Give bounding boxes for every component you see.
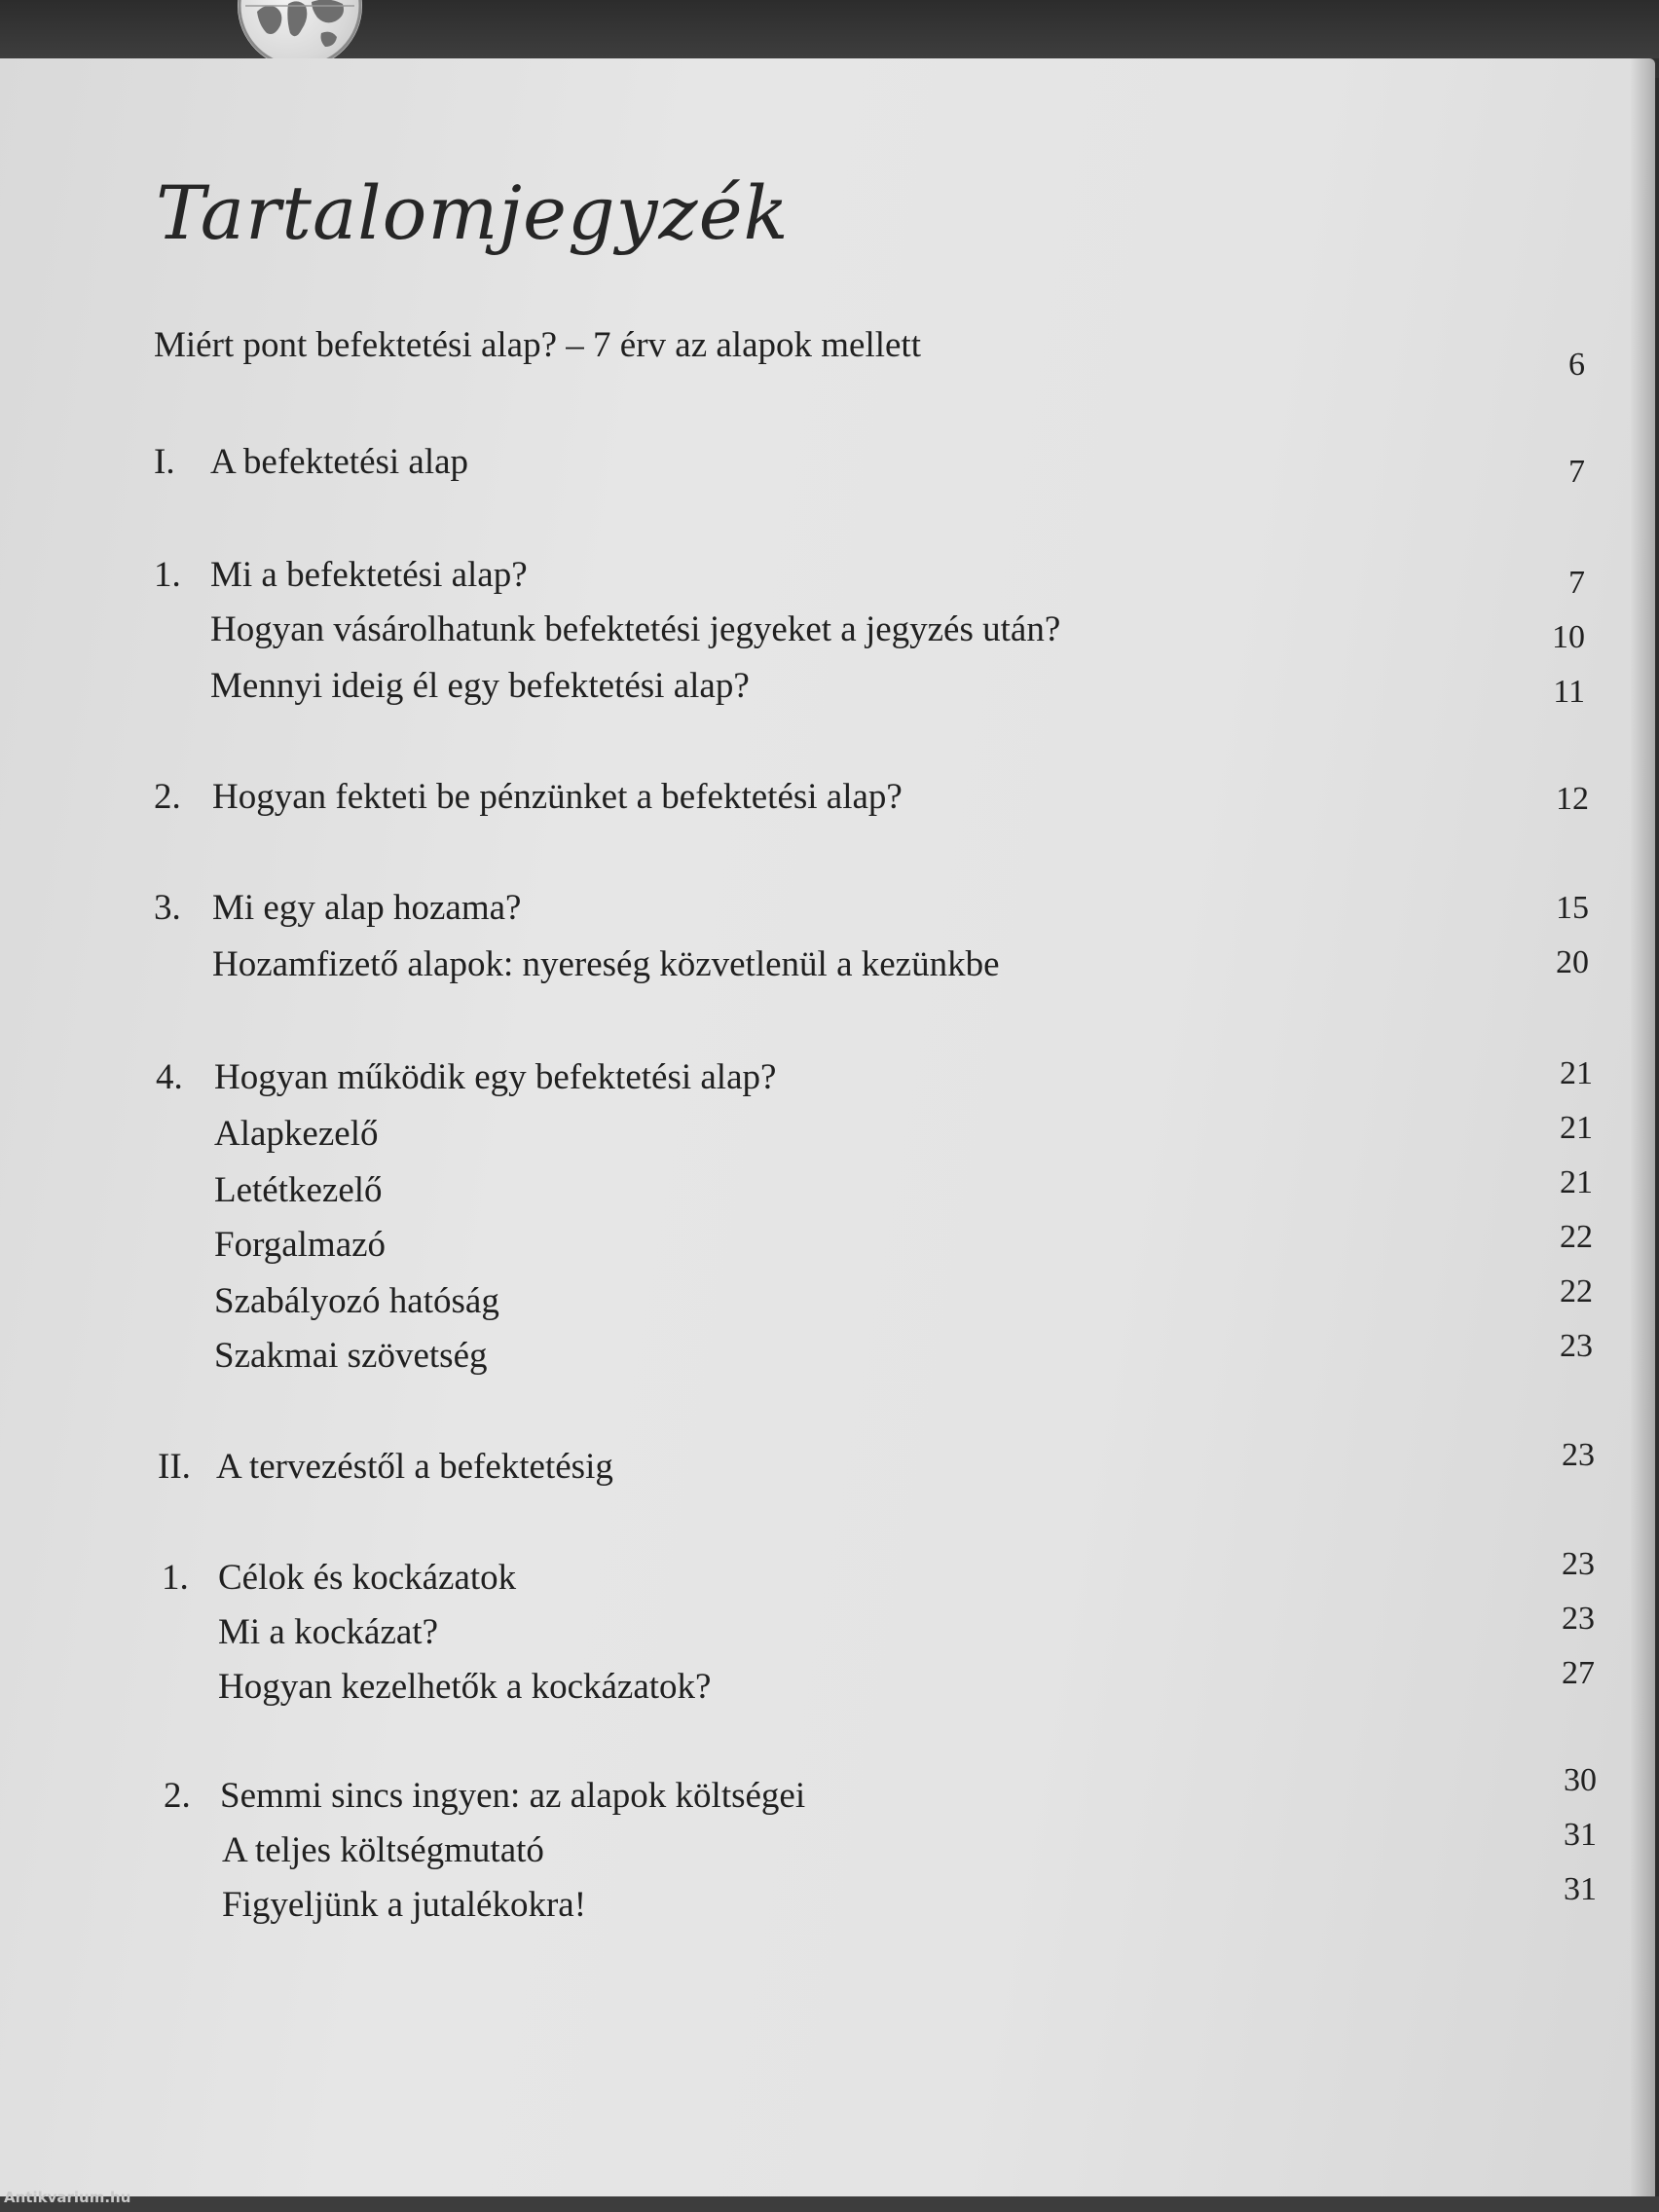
toc-entry [0,325,1659,383]
page-title: Tartalomjegyzék [156,169,790,256]
toc-entry-page: 23 [1562,1546,1595,1582]
toc-entry [0,1871,1659,1936]
watermark: Antikvarium.hu [4,2189,131,2206]
toc-entry [0,557,1659,606]
toc-entry-title: Mi a kockázat? [218,1612,438,1652]
toc-entry-title: Mennyi ideig él egy befektetési alap? [210,666,750,706]
toc-entry-page: 15 [1556,890,1589,926]
toc-entry [0,1601,1659,1663]
toc-entry-title: Mi a befektetési alap? [210,555,528,595]
toc-entry-page: 22 [1560,1219,1593,1255]
toc-entry [0,611,1659,660]
toc-entry-title: A teljes költségmutató [222,1830,544,1870]
toc-entry-page: 27 [1562,1655,1595,1691]
toc-entry [0,1110,1659,1164]
toc-entry-title: Hogyan működik egy befektetési alap? [214,1057,777,1097]
toc-entry [0,779,1659,828]
toc-entry-page: 31 [1564,1817,1597,1853]
toc-entry-page: 7 [1568,565,1585,601]
toc-entry [0,1437,1659,1497]
toc-entry-title: Forgalmazó [214,1225,387,1265]
toc-entry [0,1055,1659,1108]
toc-entry-page: 6 [1568,347,1585,383]
toc-entry-title: Letétkezelő [214,1170,383,1210]
toc-entry-title: Mi egy alap hozama? [212,888,522,928]
toc-entry-title: Alapkezelő [214,1114,379,1154]
toc-entry [0,1762,1659,1826]
toc-entry-title: Miért pont befektetési alap? – 7 érv az alapok mellett [154,325,921,365]
toc-entry [0,1273,1659,1332]
toc-entry-page: 11 [1553,674,1585,710]
toc-entry-number: II. [158,1447,191,1487]
toc-entry-page: 23 [1562,1437,1595,1473]
toc-entry-page: 21 [1560,1164,1593,1200]
toc-entry-title: Hogyan kezelhetők a kockázatok? [218,1667,712,1707]
toc-entry-page: 23 [1560,1328,1593,1364]
toc-entry-page: 21 [1560,1055,1593,1091]
toc-entry-page: 10 [1552,619,1585,655]
toc-entry-page: 30 [1564,1762,1597,1798]
toc-entry [0,946,1659,995]
bottom-band [0,2196,1659,2212]
toc-entry-number: 2. [154,777,181,817]
toc-entry-title: Hozamfizető alapok: nyereség közvetlenül a kezünkbe [212,944,1000,984]
toc-entry-title: Szakmai szövetség [214,1336,488,1376]
toc-entry-page: 23 [1562,1601,1595,1637]
toc-entry-page: 21 [1560,1110,1593,1146]
toc-entry-number: 1. [162,1558,189,1598]
toc-entry-title: Hogyan vásárolhatunk befektetési jegyeket a jegyzés után? [210,609,1061,649]
toc-entry [0,668,1659,717]
toc-entry [0,1817,1659,1881]
toc-entry [0,1546,1659,1608]
toc-entry-number: 1. [154,555,181,595]
toc-entry-number: 2. [164,1776,191,1816]
toc-entry [0,444,1659,493]
toc-entry [0,890,1659,939]
toc-entry-title: Hogyan fekteti be pénzünket a befektetési alap? [212,777,903,817]
toc-entry-page: 22 [1560,1273,1593,1309]
toc-entry-title: A tervezéstől a befektetésig [216,1447,613,1487]
toc-entry-page: 7 [1568,454,1585,490]
toc-entry-number: 4. [156,1057,183,1097]
toc-entry-number: 3. [154,888,181,928]
toc-entry [0,1328,1659,1386]
toc-entry-page: 20 [1556,944,1589,980]
toc-entry-title: Figyeljünk a jutalékokra! [222,1885,587,1925]
toc-entry-page: 31 [1564,1871,1597,1907]
toc-entry-title: Semmi sincs ingyen: az alapok költségei [220,1776,806,1816]
toc-entry-number: I. [154,442,175,482]
toc-entry-title: Célok és kockázatok [218,1558,517,1598]
toc-entry [0,1164,1659,1221]
toc-entry-page: 12 [1556,781,1589,817]
toc-entry [0,1655,1659,1717]
toc-entry [0,1219,1659,1275]
toc-entry-title: A befektetési alap [210,442,469,482]
toc-entry-title: Szabályozó hatóság [214,1281,499,1321]
